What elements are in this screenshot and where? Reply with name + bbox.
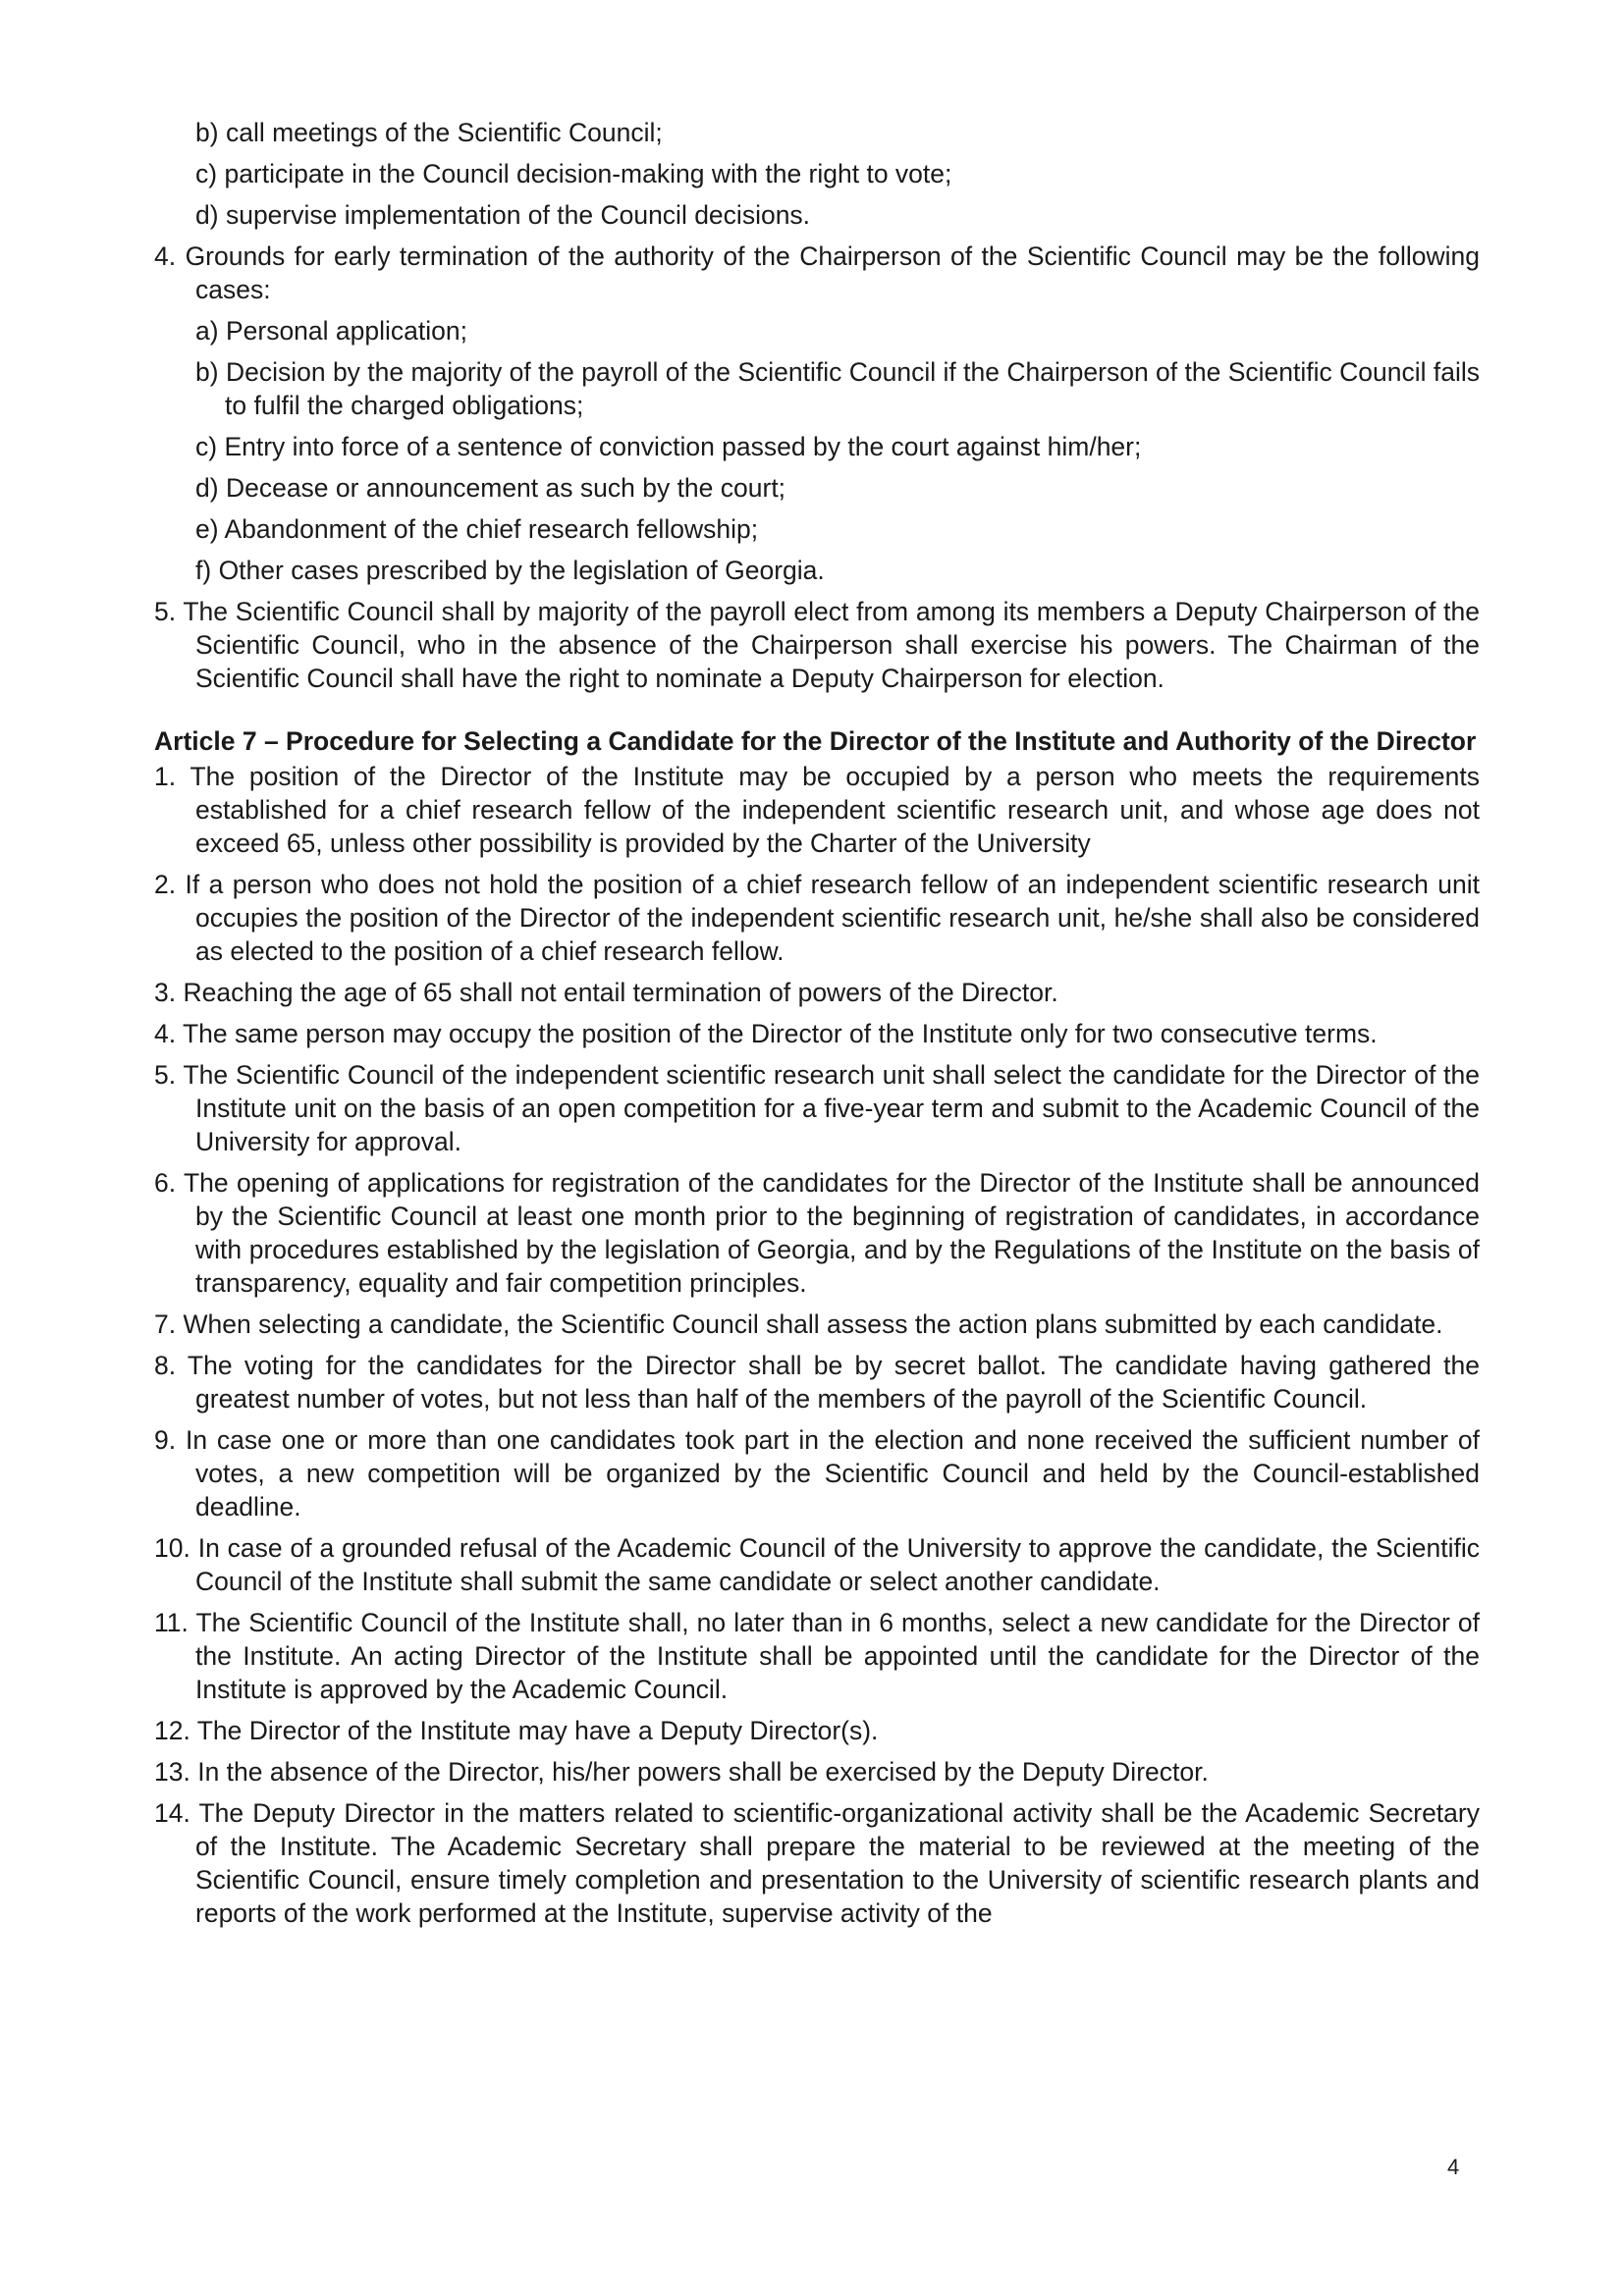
list-item: e) Abandonment of the chief research fellowship;: [195, 514, 759, 544]
article-7-item-12: 12. The Director of the Institute may have a Deputy Director(s).: [154, 1716, 879, 1745]
article-7-item-10: 10. In case of a grounded refusal of the Academic Council of the University to approve the candidate, the Scientific Council of the Institute shall submit the same candidate or select another candidate.: [154, 1533, 1480, 1596]
article-7-item-5: 5. The Scientific Council of the independent scientific research unit shall select the candidate for the Director of the Institute unit on the basis of an open competition for a five-year term and submit to the Academic Council of the University for approval.: [154, 1060, 1480, 1156]
article-7-heading: Article 7 – Procedure for Selecting a Candidate for the Director of the Institute and Authority of the Director: [154, 726, 1477, 756]
page-number: 4: [1447, 2155, 1460, 2179]
document-page: [154, 116, 1480, 1938]
clause-5: 5. The Scientific Council shall by majority of the payroll elect from among its members a Deputy Chairperson of the Scientific Council, who in the absence of the Chairperson shall exercise his powers. The Chairman of the Scientific Council shall have the right to nominate a Deputy Chairperson for election.: [154, 597, 1480, 693]
article-7-item-13: 13. In the absence of the Director, his/her powers shall be exercised by the Deputy Director.: [154, 1757, 1209, 1787]
article-7-item-3: 3. Reaching the age of 65 shall not entail termination of powers of the Director.: [154, 978, 1058, 1007]
list-item: c) Entry into force of a sentence of conviction passed by the court against him/her;: [195, 432, 1142, 461]
article-7-item-2: 2. If a person who does not hold the position of a chief research fellow of an independent scientific research unit occupies the position of the Director of the independent scientific research unit, he/she shall also be considered as elected to the position of a chief research fellow.: [154, 870, 1480, 966]
list-item: b) call meetings of the Scientific Council;: [195, 118, 663, 147]
article-7-item-1: 1. The position of the Director of the Institute may be occupied by a person who meets the requirements established for a chief research fellow of the independent scientific research unit, and whose age does not exceed 65, unless other possibility is provided by the Charter of the University: [154, 762, 1481, 858]
article-7-item-14: 14. The Deputy Director in the matters related to scientific-organizational activity shall be the Academic Secretary of the Institute. The Academic Secretary shall prepare the material to be reviewed at the meeting of the Scientific Council, ensure timely completion and presentation to the University of scientific research plants and reports of the work performed at the Institute, supervise activity of the: [154, 1798, 1480, 1928]
list-item: d) Decease or announcement as such by the court;: [195, 473, 786, 503]
list-item: b) Decision by the majority of the payroll of the Scientific Council if the Chairperson of the Scientific Council fails to fulfil the charged obligations;: [195, 357, 1480, 420]
article-7-item-11: 11. The Scientific Council of the Institute shall, no later than in 6 months, select a new candidate for the Director of the Institute. An acting Director of the Institute shall be appointed until the candidate for the Director of the Institute is approved by the Academic Council.: [154, 1608, 1480, 1704]
clause-4: 4. Grounds for early termination of the authority of the Chairperson of the Scientific Council may be the following cases:: [154, 241, 1480, 304]
article-7-item-9: 9. In case one or more than one candidates took part in the election and none received the sufficient number of votes, a new competition will be organized by the Scientific Council and held by the Council-established deadline.: [154, 1425, 1480, 1522]
article-7-item-8: 8. The voting for the candidates for the Director shall be by secret ballot. The candidate having gathered the greatest number of votes, but not less than half of the members of the payroll of the Scientific Council.: [154, 1351, 1480, 1414]
article-7-item-6: 6. The opening of applications for registration of the candidates for the Director of the Institute shall be announced by the Scientific Council at least one month prior to the beginning of registration of candidates, in accordance with procedures established by the legislation of Georgia, and by the Regulations of the Institute on the basis of transparency, equality and fair competition principles.: [154, 1168, 1480, 1298]
list-item: c) participate in the Council decision-making with the right to vote;: [195, 159, 952, 188]
list-item: d) supervise implementation of the Council decisions.: [195, 200, 811, 230]
list-item: f) Other cases prescribed by the legislation of Georgia.: [195, 556, 825, 585]
article-7-item-7: 7. When selecting a candidate, the Scientific Council shall assess the action plans submitted by each candidate.: [154, 1309, 1443, 1339]
list-item: a) Personal application;: [195, 316, 467, 346]
article-7-item-4: 4. The same person may occupy the position of the Director of the Institute only for two consecutive terms.: [154, 1019, 1378, 1048]
